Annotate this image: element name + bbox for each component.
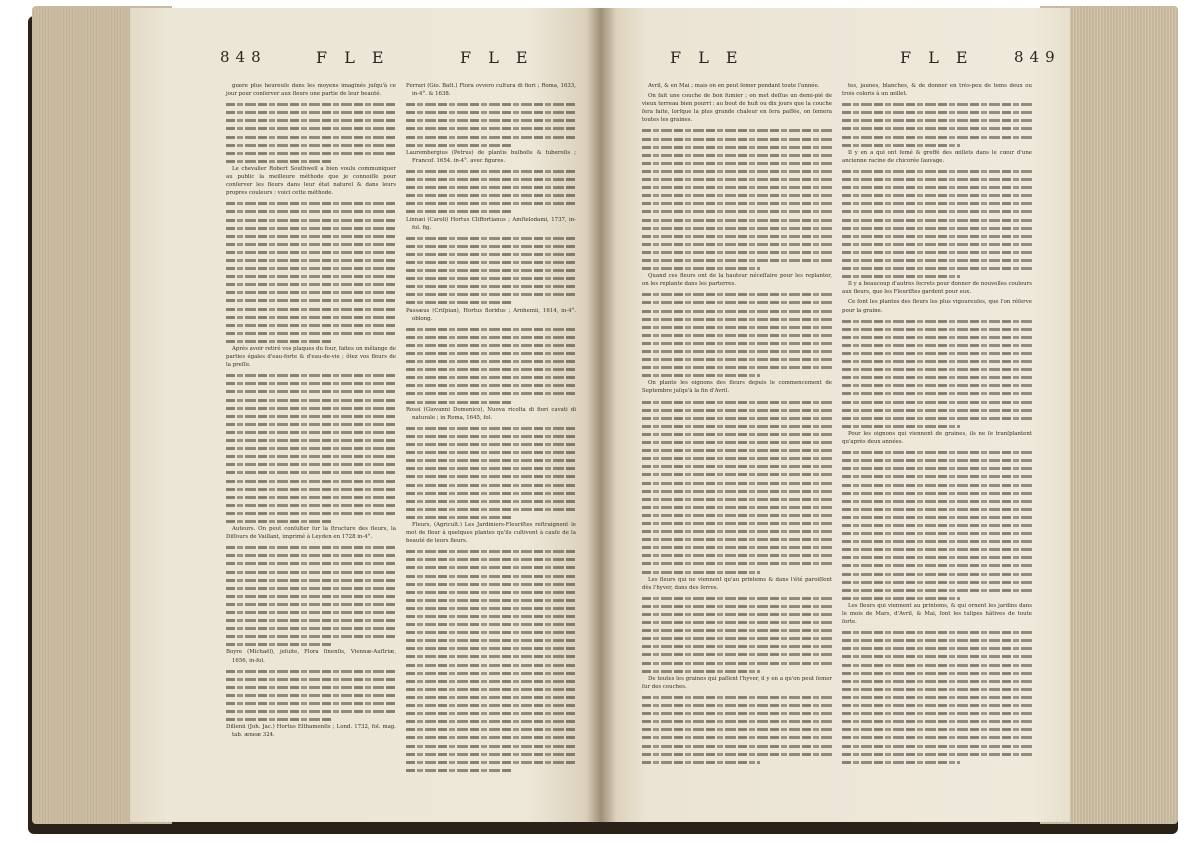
paragraph: Auteurs. On peut conſulter ſur la ſtructure des fleurs, la Diſſours de Vaillant, imprimé à Leyden en 1728 in-4°. (226, 526, 396, 541)
paragraph: Avril, & en Mai ; mais on en peut ſemer pendant toute l'année. (648, 83, 820, 89)
right-text-columns (642, 82, 1032, 766)
reference-entry: Laurembergius (Petrus) de plantis bulboſis & tuberoſis ; Francof. 1654. in-4°. avec figures. (406, 149, 576, 164)
paragraph: On plante les oignons des fleurs depuis le commencement de Septembre juſqu'à la fin d'Avril. (642, 380, 832, 395)
paragraph: Il y en a qui ont ſemé & greffé des œillets dans le cœur d'une ancienne racine de chicorée ſauvage. (842, 149, 1032, 164)
left-column-2 (406, 82, 576, 774)
left-column-1 (226, 82, 396, 774)
left-page-number: 848 (220, 48, 267, 66)
reference-entry: Rossi (Giovanni Domenico), Nuova ricolta di fiori cavati di naturale ; in Roma, 1645, fol. (406, 406, 576, 421)
left-text-columns (226, 82, 576, 774)
paragraph: tes, jaunes, blanches, & de donner en très-peu de tems deux ou trois coloris à un œillet. (842, 83, 1032, 98)
left-running-head-2: F L E (460, 48, 534, 67)
paragraph: Les fleurs qui ne viennent qu'au printems & dans l'été paroiſſent dès l'hyver, dans des ſerres. (642, 576, 832, 591)
book-gutter (586, 8, 616, 822)
left-running-head-1: F L E (316, 48, 390, 67)
paragraph: Il y a beaucoup d'autres ſecrets pour donner de nouvelles couleurs aux fleurs, que les Fleuriſtes gardent pour eux. (842, 281, 1032, 296)
reference-entry: Ferrari (Gio. Batt.) Flora ovvero cultura di fiori ; Roma, 1633, in-4°. & 1638. (406, 83, 576, 98)
right-running-head-1: F L E (670, 48, 744, 67)
reference-entry: Dillenii (Joh. Jac.) Hortus Elthamenſis ; Lond. 1732, fol. mag. tab. æneæ 324. (226, 724, 396, 739)
paragraph: On fait une couche de bon fumier ; on met deſſus un demi-pié de vieux terreau bien pourri : au bout de huit ou dix jours que la couche ſera faite, lorſque la plus grande chaleur en ſera paſſée, on ſemera toutes les graines. (642, 93, 832, 124)
reference-entry: Passæus (Criſpian), Hortus floridus ; Arnhemii, 1614, in-4°. oblong. (406, 307, 576, 322)
right-running-head-2: F L E (900, 48, 974, 67)
paragraph: Après avoir retiré vos plaques du four, faites un mêlange de parties égales d'eau-forte & d'eau-de-vie ; ôtez vos fleurs de la preſſe. (226, 346, 396, 369)
paragraph: De toutes les graines qui paſſent l'hyver, il y en a qu'on peut ſemer ſur des couches. (642, 675, 832, 690)
paragraph: Quand ces fleurs ont de la hauteur néceſſaire pour les replanter, on les replante dans les parterres. (642, 273, 832, 288)
reference-entry: Linnæi (Caroli) Hortus Cliffortianus ; Amſtelodami, 1737, in-fol. fig. (406, 216, 576, 231)
reference-entry: Boyre (Michaël), jeſuite, Flora ſinenſis, Viennæ-Auſtriæ, 1656, in-fol. (226, 649, 396, 664)
paragraph: Ce ſont les plantes des fleurs les plus vigoureuſes, que l'on réſerve pour la graine. (842, 299, 1032, 314)
right-column-1 (642, 82, 832, 766)
paragraph: Les fleurs qui viennent au printems, & qui ornent les jardins dans le mois de Mars, d'Avril, & Mai, ſont les tulipes hâtives de toute ſorte. (842, 602, 1032, 626)
paragraph: Fleurs, (Agricult.) Les Jardiniers-Fleuriſtes reſtraignent le mot de fleur à quelques plantes qu'ils cultivent à cauſe de la beauté de leurs fleurs. (406, 521, 576, 545)
paragraph: guere plus heureuſe dans les moyens imaginés juſqu'à ce jour pour conſerver aux fleurs une partie de leur beauté. (226, 83, 396, 98)
paragraph: Pour les oignons qui viennent de graines, ils ne ſe tranſplantent qu'après deux années. (842, 430, 1032, 446)
left-page (130, 8, 600, 822)
paragraph: Le chevalier Robert Southwell a bien voulu communiquer au public la meilleure méthode que je connoiſſe pour conſerver les fleurs dans leur état naturel & dans leurs propres couleurs : voici cette méthode. (226, 165, 396, 197)
right-page-number: 849 (1014, 48, 1061, 66)
right-column-2 (842, 82, 1032, 766)
right-page (600, 8, 1070, 822)
